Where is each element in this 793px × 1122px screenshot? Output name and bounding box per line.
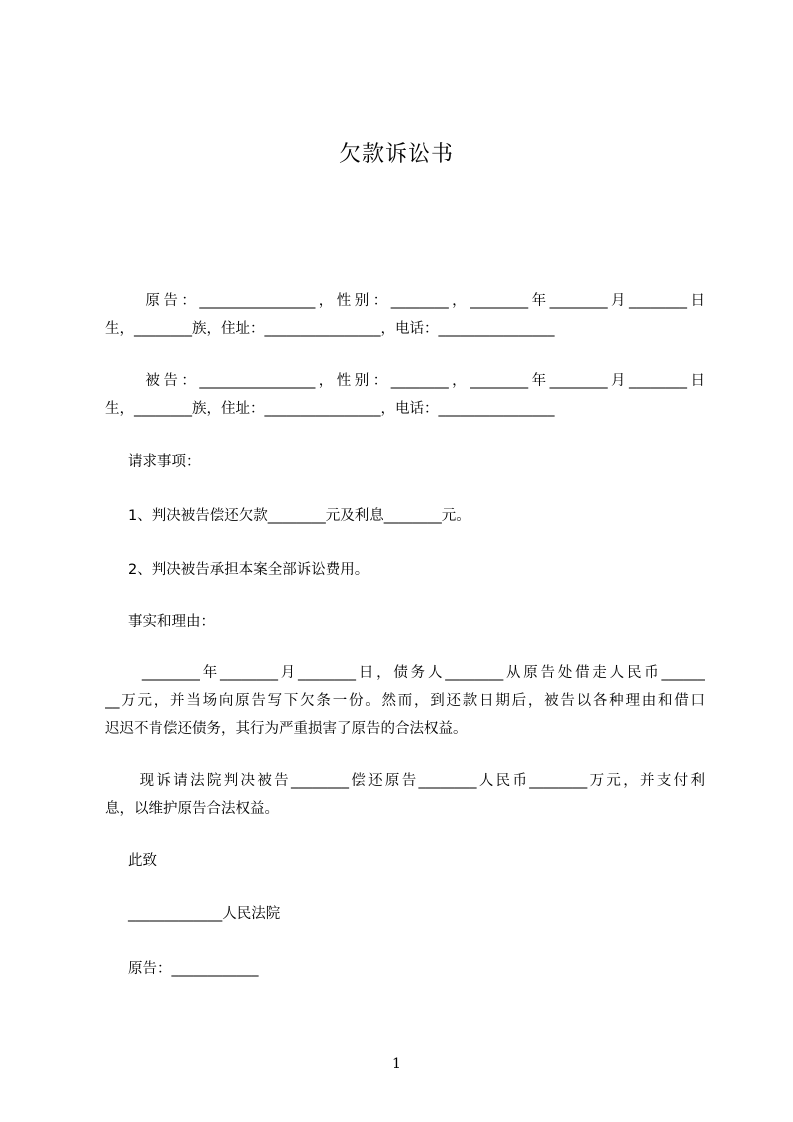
page-number: 1 <box>392 1056 401 1072</box>
claim-item-1: 1、判决被告偿还欠款________元及利息________元。 <box>105 508 471 524</box>
request-paragraph-line-2: 息，以维护原告合法权益。 <box>105 801 279 817</box>
document-title: 欠款诉讼书 <box>338 142 454 167</box>
plaintiff-signature-line: 原告：____________ <box>105 961 259 977</box>
claims-heading: 请求事项： <box>105 454 201 470</box>
facts-paragraph-line-3: 迟迟不肯偿还债务，其行为严重损害了原告的合法权益。 <box>105 721 468 737</box>
request-paragraph-line-1: 现诉请法院判决被告________偿还原告________人民币________万元，并支付利 <box>105 773 705 789</box>
defendant-info-line-1: 被告：________________，性别：________，________年________月________日 <box>105 373 705 389</box>
closing-salutation: 此致 <box>105 853 158 869</box>
plaintiff-info-line-1: 原告：________________，性别：________，________年________月________日 <box>105 293 705 309</box>
facts-paragraph-line-2: __万元，并当场向原告写下欠条一份。然而，到还款日期后，被告以各种理由和借口 <box>105 693 705 709</box>
defendant-info-line-2: 生，________族，住址：________________，电话：________________ <box>105 401 555 417</box>
facts-heading: 事实和理由： <box>105 614 216 630</box>
court-name-line: _____________人民法院 <box>105 906 281 922</box>
plaintiff-info-line-2: 生，________族，住址：________________，电话：________________ <box>105 321 555 337</box>
facts-paragraph-line-1: ________年________月________日，债务人________从原告处借走人民币______ <box>105 665 705 681</box>
claim-item-2: 2、判决被告承担本案全部诉讼费用。 <box>105 562 370 578</box>
